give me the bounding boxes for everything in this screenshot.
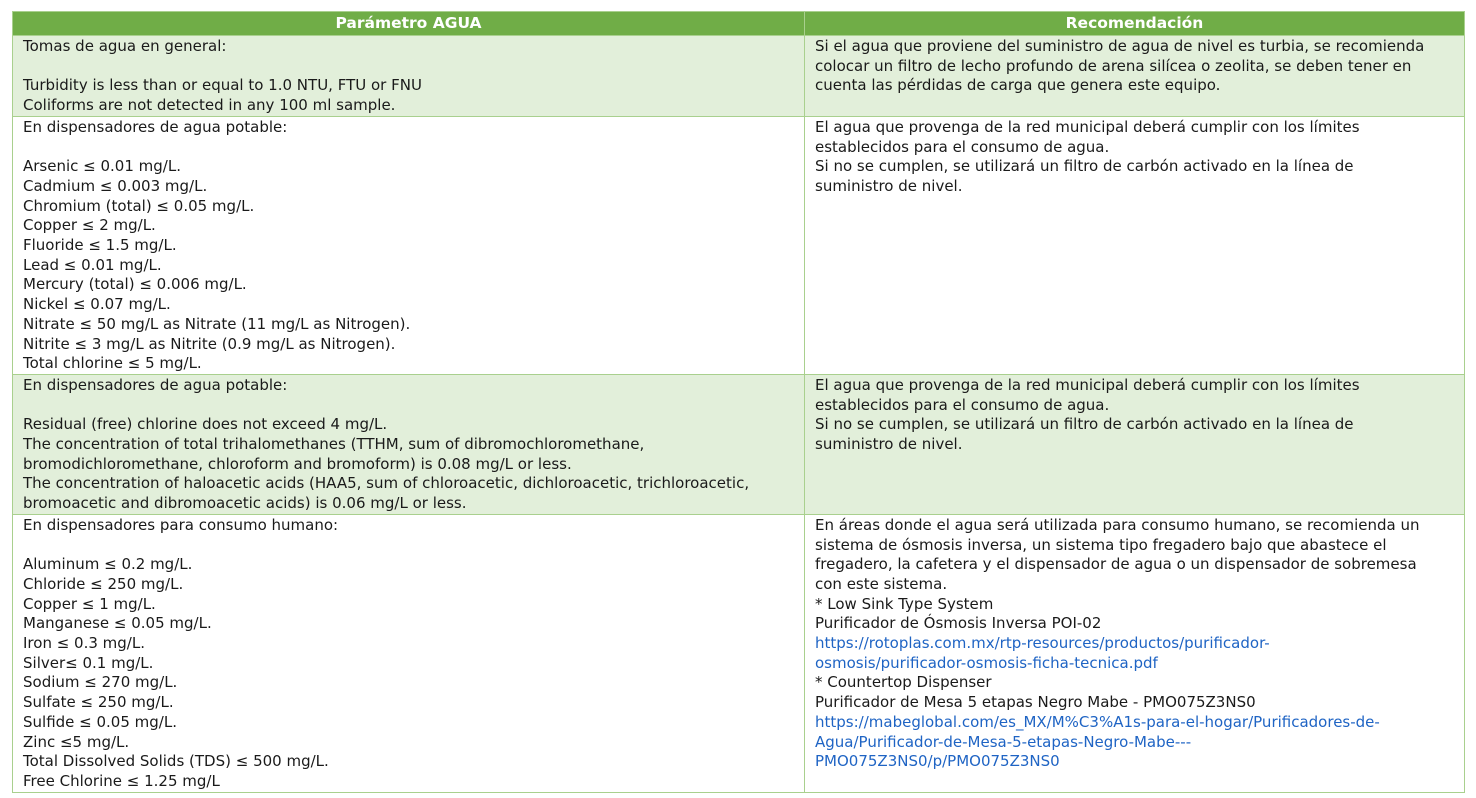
- table-row: [13, 374, 1465, 514]
- rec-line: colocar un filtro de lecho profundo de arena silícea o zeolita, se deben tener en: [815, 56, 1412, 75]
- param-item: Fluoride ≤ 1.5 mg/L.: [23, 236, 177, 254]
- rec-line: Si no se cumplen, se utilizará un filtro de carbón activado en la línea de: [815, 415, 1354, 434]
- param-item: Aluminum ≤ 0.2 mg/L.: [23, 555, 193, 574]
- param-item: Mercury (total) ≤ 0.006 mg/L.: [23, 275, 247, 294]
- param-item: Sulfide ≤ 0.05 mg/L.: [23, 712, 177, 731]
- param-item: Zinc ≤5 mg/L.: [23, 732, 130, 751]
- table-header-row: [13, 12, 1465, 36]
- blank-line: [23, 138, 794, 158]
- param-item: Total chlorine ≤ 5 mg/L.: [23, 354, 202, 373]
- param-item: Nitrate ≤ 50 mg/L as Nitrate (11 mg/L as Nitrogen).: [23, 314, 411, 333]
- param-item: Sodium ≤ 270 mg/L.: [23, 673, 178, 692]
- param-item: bromodichloromethane, chloroform and bromoform) is 0.08 mg/L or less.: [23, 454, 572, 473]
- table-row: [13, 514, 1465, 792]
- param-item: Sulfate ≤ 250 mg/L.: [23, 693, 174, 712]
- param-item: The concentration of total trihalomethanes (TTHM, sum of dibromochloromethane,: [23, 435, 645, 454]
- param-item: Nickel ≤ 0.07 mg/L.: [23, 295, 171, 314]
- blank-line: [23, 536, 794, 556]
- link-line[interactable]: osmosis/purificador-osmosis-ficha-tecnica.pdf: [815, 653, 1158, 672]
- recommendation-cell: [805, 36, 1465, 117]
- rec-line: suministro de nivel.: [815, 435, 963, 454]
- param-item: Lead ≤ 0.01 mg/L.: [23, 255, 162, 274]
- table-row: [13, 36, 1465, 117]
- param-item: Residual (free) chlorine does not exceed 4 mg/L.: [23, 415, 388, 434]
- param-item: Chloride ≤ 250 mg/L.: [23, 574, 184, 593]
- blank-line: [23, 57, 794, 77]
- blank-line: [23, 396, 794, 416]
- rec-line: suministro de nivel.: [815, 176, 963, 195]
- mabe-link[interactable]: [815, 713, 1454, 772]
- rec-line: Purificador de Mesa 5 etapas Negro Mabe - PMO075Z3NS0: [815, 693, 1256, 712]
- param-title: En dispensadores para consumo humano:: [23, 515, 339, 534]
- param-cell: [13, 514, 805, 792]
- param-item: Arsenic ≤ 0.01 mg/L.: [23, 157, 181, 176]
- param-title: Tomas de agua en general:: [23, 37, 227, 55]
- rec-line: * Countertop Dispenser: [815, 673, 992, 692]
- water-parameters-table-wrapper: [12, 11, 1464, 793]
- param-item: Cadmium ≤ 0.003 mg/L.: [23, 176, 208, 195]
- rec-line: establecidos para el consumo de agua.: [815, 395, 1110, 414]
- water-parameters-table: [12, 11, 1465, 793]
- param-item: Iron ≤ 0.3 mg/L.: [23, 634, 145, 653]
- rec-line: establecidos para el consumo de agua.: [815, 137, 1110, 156]
- rec-line: cuenta las pérdidas de carga que genera este equipo.: [815, 76, 1221, 95]
- param-item: Copper ≤ 1 mg/L.: [23, 594, 156, 613]
- param-item: Silver≤ 0.1 mg/L.: [23, 653, 154, 672]
- rec-line: En áreas donde el agua será utilizada para consumo humano, se recomienda un: [815, 515, 1420, 534]
- rec-line: * Low Sink Type System: [815, 594, 994, 613]
- rec-line: fregadero, la cafetera y el dispensador de agua o un dispensador de sobremesa: [815, 555, 1417, 574]
- rotoplas-link[interactable]: [815, 634, 1454, 673]
- param-cell: [13, 36, 805, 117]
- recommendation-cell: [805, 116, 1465, 374]
- param-title: En dispensadores de agua potable:: [23, 375, 288, 394]
- recommendation-cell: [805, 514, 1465, 792]
- rec-line: El agua que provenga de la red municipal deberá cumplir con los límites: [815, 117, 1360, 136]
- rec-line: El agua que provenga de la red municipal deberá cumplir con los límites: [815, 375, 1360, 394]
- rec-line: Purificador de Ósmosis Inversa POI-02: [815, 614, 1102, 633]
- param-cell: [13, 116, 805, 374]
- param-item: Coliforms are not detected in any 100 ml sample.: [23, 96, 396, 115]
- link-line[interactable]: PMO075Z3NS0/p/PMO075Z3NS0: [815, 752, 1060, 771]
- rec-line: sistema de ósmosis inversa, un sistema tipo fregadero bajo que abastece el: [815, 535, 1387, 554]
- rec-line: Si el agua que proviene del suministro de agua de nivel es turbia, se recomienda: [815, 37, 1425, 55]
- param-item: The concentration of haloacetic acids (HAA5, sum of chloroacetic, dichloroacetic, trichloroacetic,: [23, 474, 750, 493]
- link-line[interactable]: https://rotoplas.com.mx/rtp-resources/productos/purificador-: [815, 634, 1270, 653]
- recommendation-cell: [805, 374, 1465, 514]
- param-cell: [13, 374, 805, 514]
- link-line[interactable]: Agua/Purificador-de-Mesa-5-etapas-Negro-Mabe---: [815, 732, 1192, 751]
- param-item: bromoacetic and dibromoacetic acids) is 0.06 mg/L or less.: [23, 494, 467, 513]
- rec-line: Si no se cumplen, se utilizará un filtro de carbón activado en la línea de: [815, 157, 1354, 176]
- param-item: Chromium (total) ≤ 0.05 mg/L.: [23, 196, 255, 215]
- param-item: Copper ≤ 2 mg/L.: [23, 216, 156, 235]
- table-row: [13, 116, 1465, 374]
- param-item: Turbidity is less than or equal to 1.0 NTU, FTU or FNU: [23, 76, 422, 95]
- link-line[interactable]: https://mabeglobal.com/es_MX/M%C3%A1s-para-el-hogar/Purificadores-de-: [815, 712, 1380, 731]
- param-item: Manganese ≤ 0.05 mg/L.: [23, 614, 212, 633]
- param-title: En dispensadores de agua potable:: [23, 117, 288, 136]
- rec-line: con este sistema.: [815, 574, 948, 593]
- param-item: Total Dissolved Solids (TDS) ≤ 500 mg/L.: [23, 752, 329, 771]
- header-recommendation: Recomendación: [805, 12, 1465, 36]
- param-item: Free Chlorine ≤ 1.25 mg/L: [23, 771, 220, 790]
- header-parameter: Parámetro AGUA: [13, 12, 805, 36]
- param-item: Nitrite ≤ 3 mg/L as Nitrite (0.9 mg/L as Nitrogen).: [23, 334, 396, 353]
